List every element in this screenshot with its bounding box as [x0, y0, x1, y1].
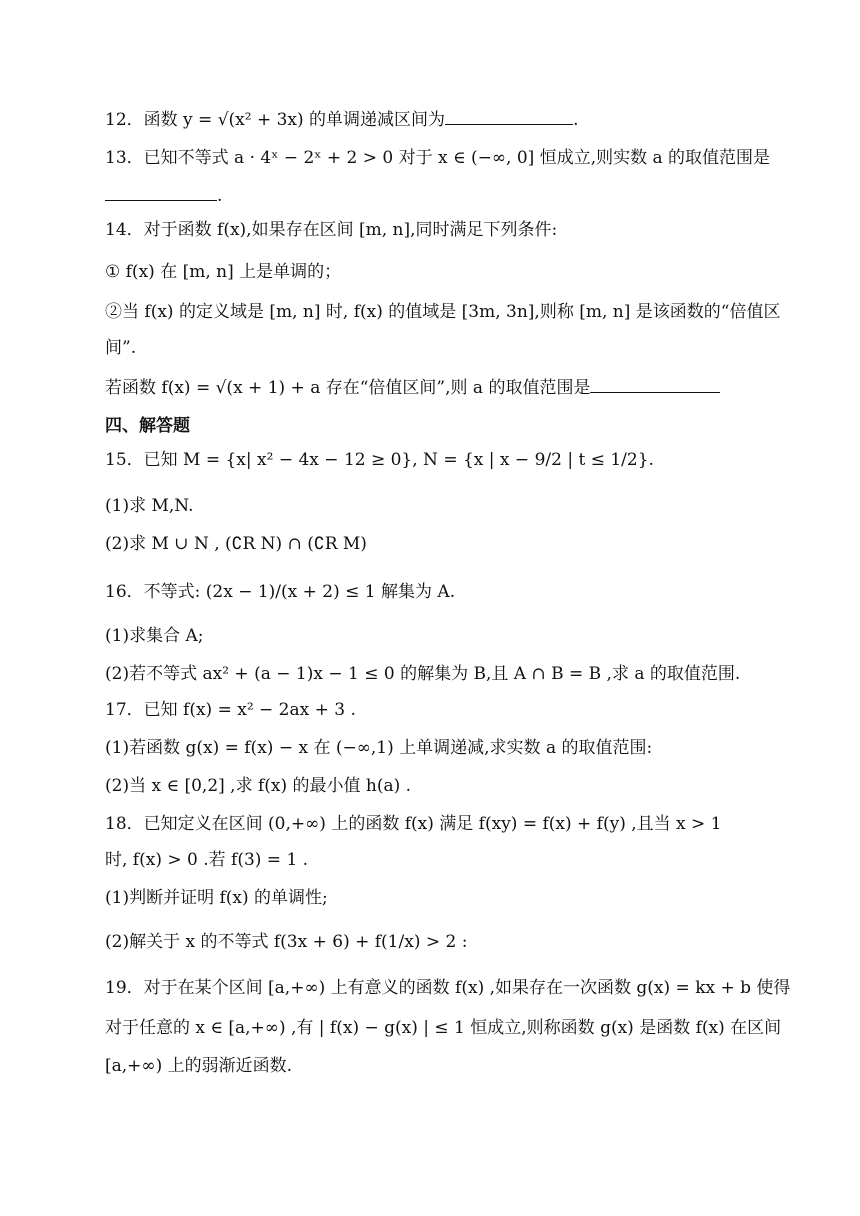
question-18-text: 18．已知定义在区间 (0,+∞) 上的函数 f(x) 满足 f(xy) = f(x) + f(y) ,且当 x > 1 — [105, 814, 722, 834]
question-18 — [105, 812, 780, 836]
question-13-text: 13．已知不等式 a · 4ˣ − 2ˣ + 2 > 0 对于 x ∈ (−∞, 0] 恒成立,则实数 a 的取值范围是 — [105, 148, 771, 168]
question-14-condition-2-cont: 间”. — [105, 338, 137, 358]
question-19-cont-1: 对于任意的 x ∈ [a,+∞) ,有 | f(x) − g(x) | ≤ 1 恒成立,则称函数 g(x) 是函数 f(x) 在区间 — [105, 1018, 782, 1038]
question-14-condition-2: ②当 f(x) 的定义域是 [m, n] 时, f(x) 的值域是 [3m, 3n],则称 [m, n] 是该函数的“倍值区 — [105, 302, 781, 322]
question-14-text: 14．对于函数 f(x),如果存在区间 [m, n],同时满足下列条件: — [105, 220, 558, 240]
section-heading: 四、解答题 — [105, 416, 190, 436]
question-15-part-1: (1)求 M,N. — [105, 496, 194, 516]
question-19-text: 19．对于在某个区间 [a,+∞) 上有意义的函数 f(x) ,如果存在一次函数 g(x) = kx + b 使得 — [105, 978, 791, 998]
question-15-part-2: (2)求 M ∪ N , (∁R N) ∩ (∁R M) — [105, 534, 367, 554]
question-17-text: 17．已知 f(x) = x² − 2ax + 3 . — [105, 700, 356, 720]
question-17-part-2: (2)当 x ∈ [0,2] ,求 f(x) 的最小值 h(a) . — [105, 776, 412, 796]
question-14-condition-1: ① f(x) 在 [m, n] 上是单调的； — [105, 262, 342, 282]
answer-blank-12[interactable] — [445, 110, 573, 125]
question-14-ask: 若函数 f(x) = √(x + 1) + a 存在“倍值区间”,则 a 的取值范围是 — [105, 376, 780, 400]
question-18-cont: 时, f(x) > 0 .若 f(3) = 1 . — [105, 850, 309, 870]
question-19 — [105, 976, 791, 1000]
question-16-part-1: (1)求集合 A; — [105, 626, 204, 646]
question-14 — [105, 218, 780, 242]
question-13-blank-line: . — [105, 184, 780, 208]
question-15-text: 15．已知 M = {x| x² − 4x − 12 ≥ 0}, N = {x | x − 9/2 | t ≤ 1/2}. — [105, 450, 654, 470]
question-17-part-1: (1)若函数 g(x) = f(x) − x 在 (−∞,1) 上单调递减,求实数 a 的取值范围: — [105, 738, 653, 758]
answer-blank-13[interactable] — [105, 186, 217, 201]
question-16-part-2: (2)若不等式 ax² + (a − 1)x − 1 ≤ 0 的解集为 B,且 A ∩ B = B ,求 a 的取值范围. — [105, 664, 741, 684]
question-16 — [105, 580, 780, 604]
answer-blank-14[interactable] — [590, 378, 720, 393]
question-12: 12．函数 y = √(x² + 3x) 的单调递减区间为 . — [105, 110, 579, 130]
question-17 — [105, 698, 780, 722]
question-18-part-2: (2)解关于 x 的不等式 f(3x + 6) + f(1/x) > 2 : — [105, 932, 468, 952]
question-13 — [105, 146, 780, 170]
question-15 — [105, 448, 780, 472]
question-18-part-1: (1)判断并证明 f(x) 的单调性; — [105, 888, 328, 908]
question-19-cont-2: [a,+∞) 上的弱渐近函数. — [105, 1056, 293, 1076]
question-12-text: 12．函数 y = √(x² + 3x) 的单调递减区间为 — [105, 110, 446, 130]
question-16-text: 16．不等式: (2x − 1)/(x + 2) ≤ 1 解集为 A. — [105, 582, 456, 602]
